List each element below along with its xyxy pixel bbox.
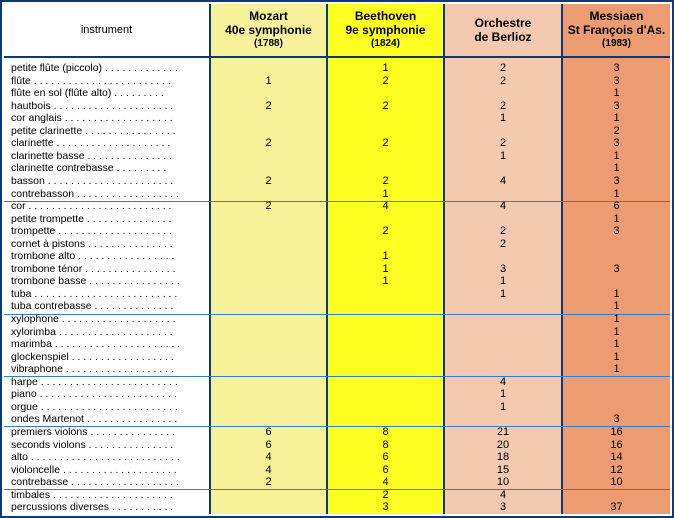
table-row (2, 100, 672, 113)
table-row (2, 188, 672, 201)
table-row (2, 125, 672, 138)
instrument-name: timbales . . . . . . . . . . . . . . . . . . . . . (11, 488, 173, 501)
instrument-name: piano . . . . . . . . . . . . . . . . . . . . . . . . (11, 388, 177, 401)
instrument-name: contrebasse . . . . . . . . . . . . . . . . . . . (11, 476, 180, 489)
count-cell: 1 (499, 149, 507, 162)
instrument-name: petite trompette . . . . . . . . . . . . . . . (11, 212, 172, 225)
count-cell: 2 (382, 488, 389, 501)
count-cell: 2 (265, 174, 272, 187)
header-title: Beethoven (354, 9, 417, 23)
instrument-name: xylorimba . . . . . . . . . . . . . . . . . . . . (11, 325, 173, 338)
count-cell: 3 (613, 225, 620, 238)
count-cell: 4 (499, 488, 507, 501)
header-subtitle: 40e symphonie (225, 23, 312, 37)
count-cell: 1 (613, 363, 620, 376)
count-cell: 16 (610, 438, 623, 451)
count-cell: 2 (382, 99, 389, 112)
table-row (2, 351, 672, 364)
instrument-name: tuba . . . . . . . . . . . . . . . . . . . . . . . . . (11, 287, 178, 300)
table-row (2, 213, 672, 226)
count-cell: 3 (613, 74, 620, 87)
count-cell: 15 (496, 463, 510, 476)
table-row (2, 137, 672, 150)
table-row (2, 501, 672, 514)
count-cell: 1 (613, 338, 620, 351)
table-row (2, 62, 672, 75)
count-cell: 1 (613, 300, 620, 313)
instrument-name: glockenspiel . . . . . . . . . . . . . . . . . . (11, 350, 174, 363)
instrument-name: ondes Martenot . . . . . . . . . . . . . . . . (11, 413, 178, 426)
count-cell: 2 (265, 200, 272, 213)
instrument-name: flûte en sol (flûte alto) . . . . . . . . . (11, 87, 164, 100)
count-cell: 10 (496, 476, 510, 489)
count-cell: 2 (382, 137, 389, 150)
instrument-name: marimba . . . . . . . . . . . . . . . . . . . . . . (11, 338, 181, 351)
count-cell: 2 (382, 74, 389, 87)
count-cell: 1 (613, 350, 620, 363)
count-cell: 1 (499, 400, 507, 413)
count-cell: 2 (382, 225, 389, 238)
count-cell: 3 (613, 262, 620, 275)
count-cell: 1 (499, 275, 507, 288)
table-row (2, 413, 672, 426)
instrument-name: premiers violons . . . . . . . . . . . . . . . (11, 425, 175, 438)
count-cell: 3 (499, 501, 507, 514)
table-row (2, 451, 672, 464)
count-cell: 1 (613, 325, 620, 338)
table-row (2, 464, 672, 477)
count-cell: 8 (382, 438, 389, 451)
header-date: (1824) (371, 38, 400, 49)
instrument-name: flûte . . . . . . . . . . . . . . . . . . . . . . . . (11, 74, 171, 87)
instrument-name: clarinette . . . . . . . . . . . . . . . . . . . . (11, 137, 171, 150)
instrument-header-label: instrument (80, 24, 133, 36)
table-row (2, 401, 672, 414)
beethoven-header (328, 4, 443, 56)
instrument-name: trombone basse . . . . . . . . . . . . . . . . (11, 275, 180, 288)
table-row (2, 376, 672, 389)
count-cell: 6 (382, 451, 389, 464)
count-cell: 3 (613, 413, 620, 426)
count-cell: 20 (496, 438, 510, 451)
header-date: (1788) (254, 38, 283, 49)
count-cell: 1 (382, 187, 389, 200)
count-cell: 3 (382, 501, 389, 514)
instrument-name: seconds violons . . . . . . . . . . . . . . . (11, 438, 174, 451)
count-cell: 1 (382, 275, 389, 288)
count-cell: 4 (382, 200, 389, 213)
table-row (2, 426, 672, 439)
header-title: Messiaen (589, 9, 644, 23)
count-cell: 2 (499, 62, 507, 74)
count-cell: 16 (610, 425, 623, 438)
table-row (2, 75, 672, 88)
count-cell: 4 (499, 200, 507, 213)
count-cell: 8 (382, 425, 389, 438)
instrument-name: alto . . . . . . . . . . . . . . . . . . . . . . . . . . (11, 451, 180, 464)
count-cell: 1 (613, 187, 620, 200)
table-row (2, 300, 672, 313)
count-cell: 2 (499, 99, 507, 112)
count-cell: 3 (613, 174, 620, 187)
instrument-header (4, 4, 209, 56)
count-cell: 4 (382, 476, 389, 489)
count-cell: 1 (382, 262, 389, 275)
count-cell: 1 (499, 287, 507, 300)
table-row (2, 175, 672, 188)
instrument-name: trompette . . . . . . . . . . . . . . . . . . . . (11, 225, 173, 238)
table-row (2, 338, 672, 351)
table-row (2, 313, 672, 326)
count-cell: 6 (613, 200, 620, 213)
count-cell: 1 (382, 250, 389, 263)
count-cell: 1 (499, 388, 507, 401)
mozart-header (211, 4, 326, 56)
instrument-name: tuba contrebasse . . . . . . . . . . . . . . (11, 300, 174, 313)
count-cell: 37 (610, 501, 623, 514)
instrument-name: xylophone . . . . . . . . . . . . . . . . . . . . (11, 313, 176, 325)
instrument-name: basson . . . . . . . . . . . . . . . . . . . . . . (11, 174, 174, 187)
instrument-name: contrebasson . . . . . . . . . . . . . . . . . . (11, 187, 180, 200)
header-date: (1983) (602, 38, 631, 49)
count-cell: 14 (610, 451, 623, 464)
count-cell: 2 (499, 74, 507, 87)
count-cell: 1 (613, 112, 620, 125)
instrument-name: vibraphone . . . . . . . . . . . . . . . . . . . (11, 363, 174, 376)
table-row (2, 476, 672, 489)
count-cell: 21 (496, 425, 510, 438)
count-cell: 1 (613, 313, 620, 325)
instrument-name: percussions diverses . . . . . . . . . . . (11, 501, 174, 514)
instrument-name: clarinette basse . . . . . . . . . . . . . . . (11, 149, 173, 162)
instrument-name: cor anglais . . . . . . . . . . . . . . . . . . . (11, 112, 173, 125)
count-cell: 4 (499, 174, 507, 187)
header-subtitle: St François d'As. (567, 23, 666, 37)
count-cell: 3 (613, 62, 620, 74)
count-cell: 2 (382, 174, 389, 187)
table-row (2, 263, 672, 276)
instrument-name: harpe . . . . . . . . . . . . . . . . . . . . . . . . (11, 375, 178, 388)
count-cell: 2 (265, 99, 272, 112)
count-cell: 1 (613, 287, 620, 300)
count-cell: 1 (613, 212, 620, 225)
count-cell: 3 (499, 262, 507, 275)
count-cell: 12 (610, 463, 623, 476)
table-row (2, 489, 672, 502)
instrument-name: orgue . . . . . . . . . . . . . . . . . . . . . . . . (11, 400, 178, 413)
table-row (2, 363, 672, 376)
count-cell: 1 (613, 162, 620, 175)
count-cell: 1 (613, 149, 620, 162)
table-row (2, 238, 672, 251)
count-cell: 18 (496, 451, 510, 464)
header-title: Orchestre (474, 16, 532, 30)
table-row (2, 225, 672, 238)
header-subtitle: de Berlioz (474, 30, 532, 44)
header-divider (4, 56, 670, 58)
instrument-name: cor . . . . . . . . . . . . . . . . . . . . . . . . . (11, 200, 172, 213)
header-title: Mozart (249, 9, 288, 23)
count-cell: 2 (613, 124, 620, 137)
count-cell: 4 (265, 451, 272, 464)
table-row (2, 87, 672, 100)
header-subtitle: 9e symphonie (345, 23, 426, 37)
instrument-name: petite clarinette . . . . . . . . . . . . . . . . (11, 124, 176, 137)
count-cell: 1 (613, 87, 620, 100)
instrument-name: trombone alto . . . . . . . . . . . . . . . . . (11, 250, 175, 263)
count-cell: 1 (382, 62, 389, 74)
messiaen-header (563, 4, 670, 56)
instrument-name: hautbois . . . . . . . . . . . . . . . . . . . . . (11, 99, 174, 112)
count-cell: 2 (499, 237, 507, 250)
count-cell: 6 (265, 438, 272, 451)
table-row (2, 112, 672, 125)
table-row (2, 388, 672, 401)
count-cell: 2 (265, 476, 272, 489)
table-row (2, 250, 672, 263)
instrument-name: clarinette contrebasse . . . . . . . . . (11, 162, 167, 175)
count-cell: 3 (613, 137, 620, 150)
count-cell: 10 (610, 476, 623, 489)
table-row (2, 200, 672, 213)
table-row (2, 275, 672, 288)
count-cell: 2 (265, 137, 272, 150)
instrument-name: trombone ténor . . . . . . . . . . . . . . . . (11, 262, 176, 275)
count-cell: 1 (265, 74, 272, 87)
table-row (2, 150, 672, 163)
count-cell: 6 (265, 425, 272, 438)
count-cell: 4 (499, 375, 507, 388)
count-cell: 1 (499, 112, 507, 125)
berlioz-header (445, 4, 561, 56)
instrument-name: violoncelle . . . . . . . . . . . . . . . . . . . . (11, 463, 177, 476)
count-cell: 2 (499, 137, 507, 150)
count-cell: 2 (499, 225, 507, 238)
instrument-name: petite flûte (piccolo) . . . . . . . . . . . . . (11, 62, 178, 74)
count-cell: 4 (265, 463, 272, 476)
table-row (2, 288, 672, 301)
count-cell: 6 (382, 463, 389, 476)
table-row (2, 439, 672, 452)
table-row (2, 326, 672, 339)
table-row (2, 162, 672, 175)
instrument-name: cornet à pistons . . . . . . . . . . . . . . . (11, 237, 173, 250)
count-cell: 3 (613, 99, 620, 112)
